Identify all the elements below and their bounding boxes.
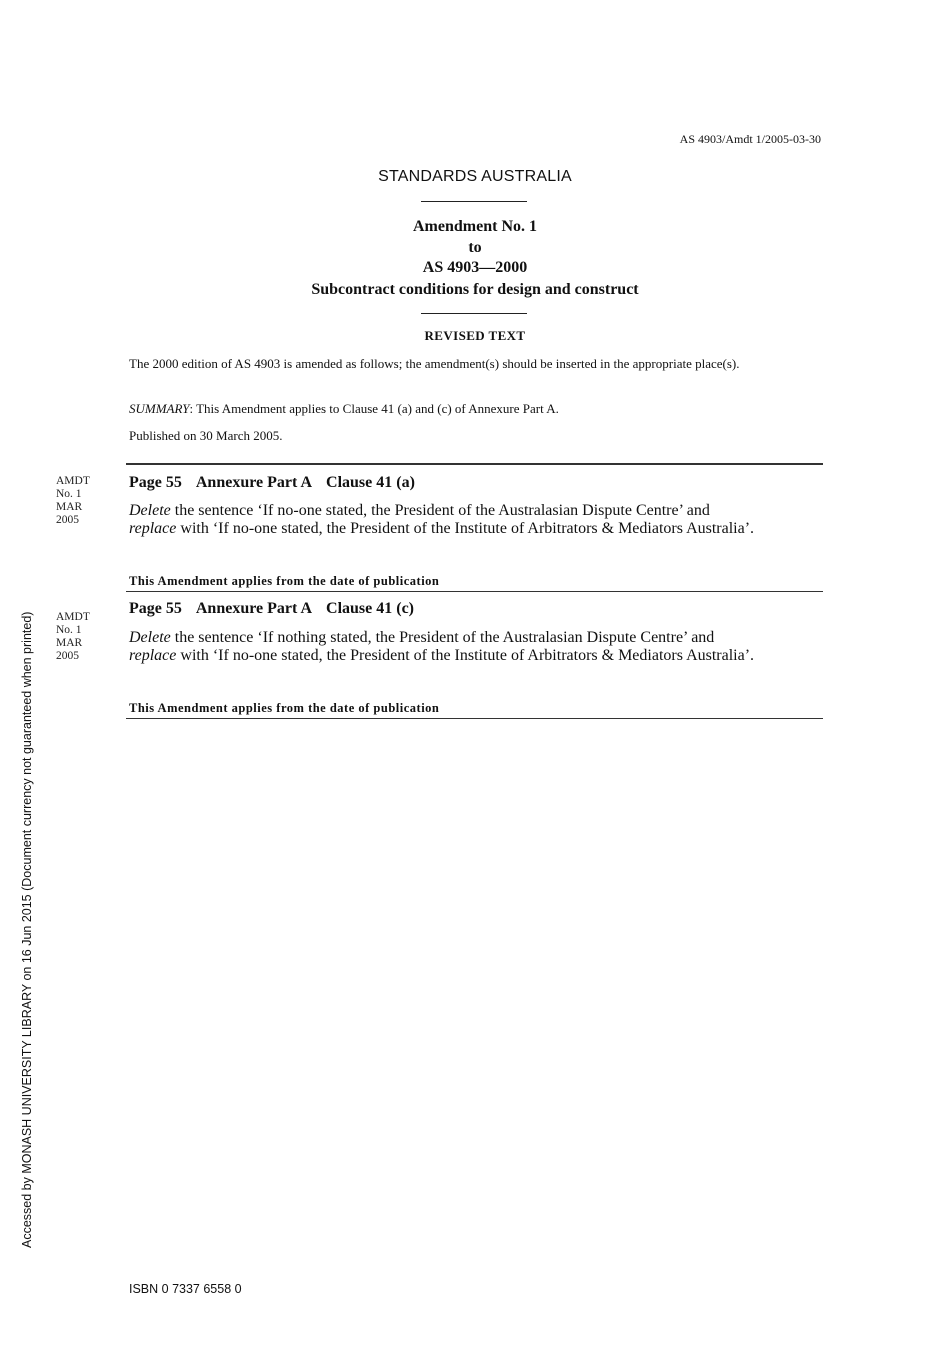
margin-note-line: 2005 (56, 650, 79, 662)
edition-statement: The 2000 edition of AS 4903 is amended as follows; the amendment(s) should be inserted in the appropriate place(s). (129, 356, 740, 371)
amendment-2-margin-note (56, 611, 90, 663)
summary-text: : This Amendment applies to Clause 41 (a) and (c) of Annexure Part A. (189, 401, 559, 416)
revised-text-label: REVISED TEXT (424, 328, 526, 343)
title-divider-bottom (421, 313, 527, 314)
access-watermark: Accessed by MONASH UNIVERSITY LIBRARY on 16 Jun 2015 (Document currency not guaranteed when printed) (20, 611, 34, 1248)
clause-ref: Clause 41 (c) (326, 600, 414, 617)
delete-word: Delete (129, 502, 171, 519)
page-ref: Page 55 (129, 600, 182, 617)
published-date: Published on 30 March 2005. (129, 428, 283, 443)
replace-word: replace (129, 519, 177, 537)
amendment-1-bottom-rule (126, 591, 823, 592)
amendment-1-body (129, 502, 823, 537)
amendment-1-top-rule (126, 463, 823, 465)
summary-label: SUMMARY (129, 401, 190, 416)
standard-number: AS 4903—2000 (422, 259, 528, 276)
delete-text: the sentence ‘If no-one stated, the President of the Australasian Dispute Centre’ and (170, 502, 710, 519)
page-ref: Page 55 (129, 474, 182, 491)
amendment-title: Amendment No. 1 (413, 218, 537, 235)
amendment-2-body (129, 629, 823, 664)
amendment-2-heading (129, 600, 428, 618)
amendment-1-heading (129, 474, 429, 492)
document-id: AS 4903/Amdt 1/2005-03-30 (679, 132, 821, 146)
title-connector: to (468, 239, 482, 256)
margin-note-line: MAR (56, 501, 83, 513)
replace-word: replace (129, 646, 177, 664)
title-divider-top (421, 201, 527, 202)
clause-ref: Clause 41 (a) (326, 474, 415, 491)
standard-title: Subcontract conditions for design and construct (311, 281, 639, 298)
margin-note-line: No. 1 (56, 624, 82, 636)
summary-paragraph (129, 400, 821, 417)
delete-word: Delete (129, 629, 171, 646)
part-ref: Annexure Part A (195, 600, 313, 617)
amendment-2-applies: This Amendment applies from the date of publication (129, 701, 440, 715)
amendment-2-bottom-rule (126, 718, 823, 719)
margin-note-line: 2005 (56, 514, 79, 526)
amendment-1-margin-note (56, 475, 90, 527)
margin-note-line: AMDT (56, 611, 90, 623)
margin-note-line: No. 1 (56, 488, 82, 500)
isbn: ISBN 0 7337 6558 0 (129, 1282, 242, 1296)
amendment-1-applies: This Amendment applies from the date of publication (129, 574, 440, 588)
part-ref: Annexure Part A (195, 474, 313, 491)
margin-note-line: AMDT (56, 475, 90, 487)
replace-text: with ‘If no-one stated, the President of the Institute of Arbitrators & Mediators Australia’. (176, 519, 755, 537)
replace-text: with ‘If no-one stated, the President of the Institute of Arbitrators & Mediators Australia’. (176, 646, 755, 664)
organization-name: STANDARDS AUSTRALIA (378, 168, 572, 185)
delete-text: the sentence ‘If nothing stated, the President of the Australasian Dispute Centre’ and (170, 629, 715, 646)
margin-note-line: MAR (56, 637, 83, 649)
